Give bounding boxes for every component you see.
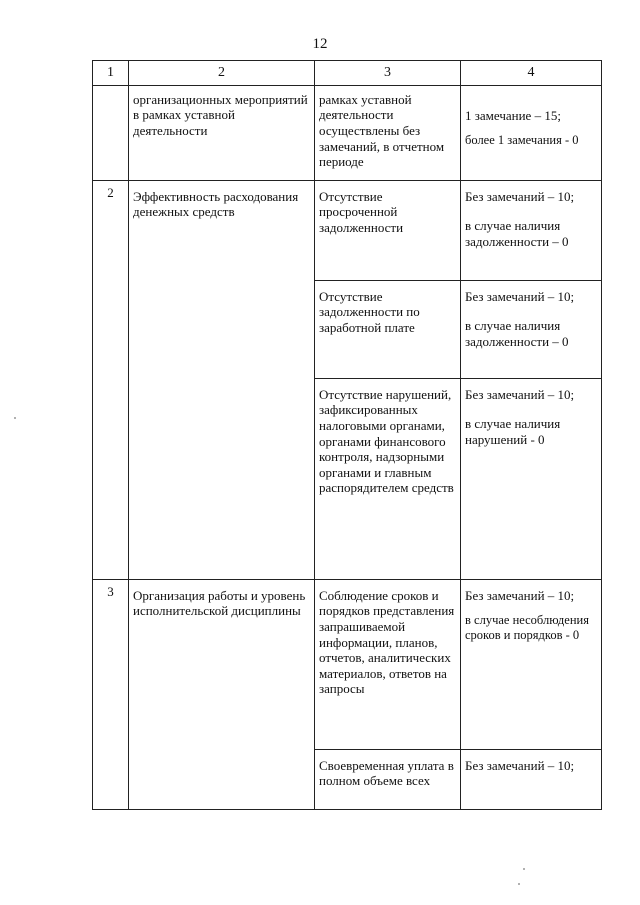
- criteria-table: [92, 60, 602, 810]
- indicator-name: Организация работы и уровень исполнительской дисциплины: [129, 579, 315, 809]
- scan-speck: [14, 417, 16, 419]
- row-number: 2: [93, 180, 129, 579]
- indicator-name: Эффективность расходования денежных средств: [129, 180, 315, 579]
- criterion-text: Отсутствие просроченной задолженности: [315, 180, 461, 280]
- score-text: в случае наличия задолженности – 0: [465, 318, 569, 349]
- score-text: в случае наличия задолженности – 0: [465, 218, 569, 249]
- row-number: [93, 85, 129, 180]
- score-text: Без замечаний – 10;: [465, 188, 575, 204]
- row-number: 3: [93, 579, 129, 809]
- score-cell: [461, 579, 602, 749]
- score-text: Без замечаний – 10;: [465, 757, 575, 773]
- table-row: [93, 579, 602, 749]
- header-row: [93, 61, 602, 86]
- scan-speck: [518, 883, 520, 885]
- indicator-name: организационных мероприятий в рамках уставной деятельности: [129, 85, 315, 180]
- table-row: [93, 180, 602, 280]
- score-cell: [461, 378, 602, 579]
- criterion-text: Своевременная уплата в полном объеме всех: [315, 749, 461, 809]
- page-number: 12: [312, 36, 328, 52]
- criterion-text: Соблюдение сроков и порядков представления запрашиваемой информации, планов, отчетов, аналитических материалов, ответов на запросы: [315, 579, 461, 749]
- score-cell: [461, 749, 602, 809]
- score-text: Без замечаний – 10;: [465, 587, 575, 603]
- score-text: в случае наличия нарушений - 0: [465, 416, 561, 447]
- criterion-text: рамках уставной деятельности осуществлены без замечаний, в отчетном периоде: [315, 85, 461, 180]
- score-cell: [461, 280, 602, 378]
- criterion-text: Отсутствие задолженности по заработной плате: [315, 280, 461, 378]
- score-cell: [461, 85, 602, 180]
- score-text: 1 замечание – 15;: [465, 107, 561, 123]
- score-text: более 1 замечания - 0: [465, 133, 579, 148]
- scan-speck: [523, 868, 525, 870]
- header-col-1: 1: [93, 61, 129, 86]
- header-col-4: 4: [461, 61, 602, 86]
- score-text: Без замечаний – 10;: [465, 386, 575, 402]
- score-text: в случае несоблюдения сроков и порядков - 0: [465, 613, 589, 643]
- header-col-2: 2: [129, 61, 315, 86]
- header-col-3: 3: [315, 61, 461, 86]
- score-cell: [461, 180, 602, 280]
- score-text: Без замечаний – 10;: [465, 288, 575, 304]
- criterion-text: Отсутствие нарушений, зафиксированных налоговыми органами, органами финансового контроля, надзорными органами и главным распорядителем средств: [315, 378, 461, 579]
- table-row: [93, 85, 602, 180]
